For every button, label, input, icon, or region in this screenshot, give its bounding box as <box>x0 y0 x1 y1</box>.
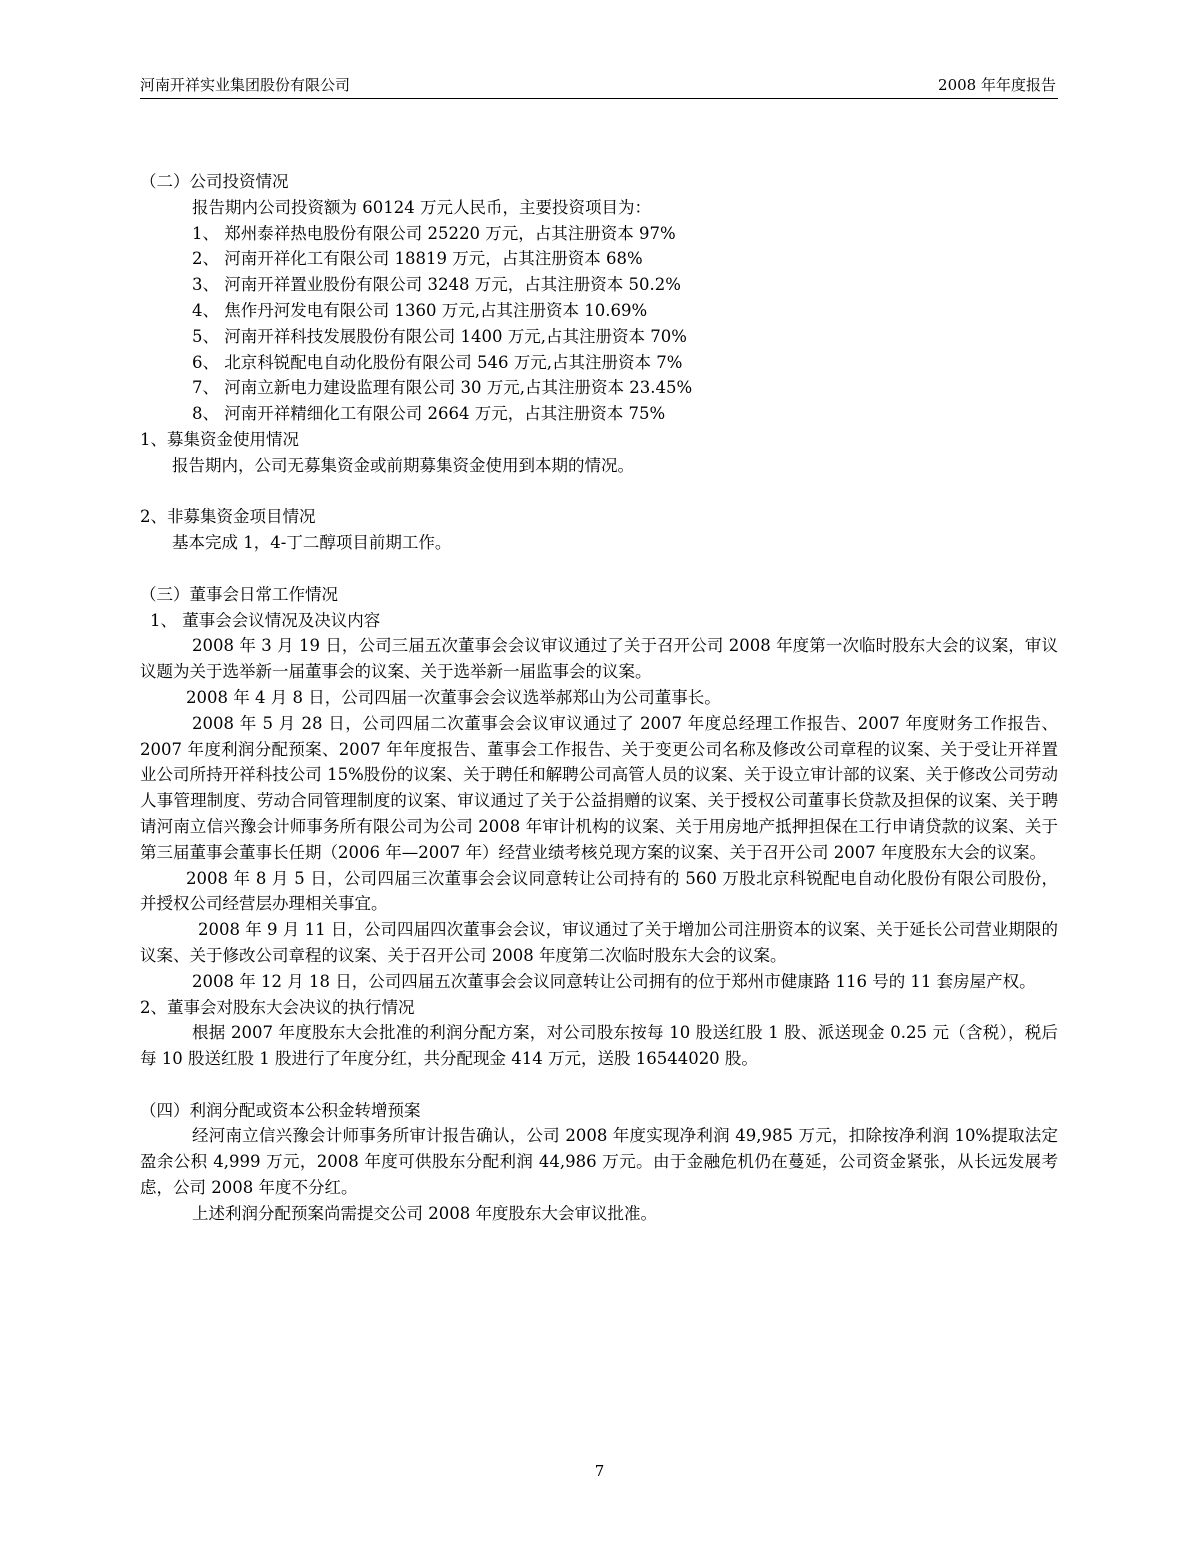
board-execution-paragraph: 根据 2007 年度股东大会批准的利润分配方案，对公司股东按每 10 股送红股 1 股、派送现金 0.25 元（含税），税后每 10 股送红股 1 股进行了年度分红，共分配现金 414 万元，送股 16544020 股。 <box>140 1023 1058 1069</box>
header-company-name: 河南开祥实业集团股份有限公司 <box>140 76 351 94</box>
board-meeting-paragraph: 2008 年 3 月 19 日，公司三届五次董事会会议审议通过了关于召开公司 2008 年度第一次临时股东大会的议案，审议议题为关于选举新一届董事会的议案、关于选举新一届监事会的议案。 <box>140 636 1058 682</box>
board-meeting-paragraph: 2008 年 9 月 11 日，公司四届四次董事会会议，审议通过了关于增加公司注册资本的议案、关于延长公司营业期限的议案、关于修改公司章程的议案、关于召开公司 2008 年度第二次临时股东大会的议案。 <box>140 920 1058 965</box>
page-content <box>140 169 1058 1227</box>
raised-funds-text: 报告期内，公司无募集资金或前期募集资金使用到本期的情况。 <box>172 455 634 475</box>
board-meeting-paragraph: 2008 年 8 月 5 日，公司四届三次董事会会议同意转让公司持有的 560 万股北京科锐配电自动化股份有限公司股份，并授权公司经营层办理相关事宜。 <box>140 868 1058 914</box>
section-heading-board: （三）董事会日常工作情况 <box>140 584 338 604</box>
spacer <box>140 479 1058 505</box>
investment-item: 3、 河南开祥置业股份有限公司 3248 万元，占其注册资本 50.2% <box>192 275 681 295</box>
non-raised-funds-text: 基本完成 1，4-丁二醇项目前期工作。 <box>172 533 452 553</box>
header-report-title: 2008 年年度报告 <box>938 76 1056 94</box>
investment-item: 4、 焦作丹河发电有限公司 1360 万元,占其注册资本 10.69% <box>192 300 648 320</box>
board-execution-subheading: 2、董事会对股东大会决议的执行情况 <box>140 997 415 1017</box>
investment-item: 1、 郑州泰祥热电股份有限公司 25220 万元，占其注册资本 97% <box>192 223 676 243</box>
investment-item: 2、 河南开祥化工有限公司 18819 万元，占其注册资本 68% <box>192 249 643 269</box>
page-number: 7 <box>594 1462 605 1480</box>
page-header <box>140 74 1058 99</box>
raised-funds-heading: 1、募集资金使用情况 <box>140 429 299 449</box>
investment-item: 7、 河南立新电力建设监理有限公司 30 万元,占其注册资本 23.45% <box>192 378 693 398</box>
investment-item: 8、 河南开祥精细化工有限公司 2664 万元，占其注册资本 75% <box>192 404 666 424</box>
profit-paragraph: 经河南立信兴豫会计师事务所审计报告确认，公司 2008 年度实现净利润 49,985 万元，扣除按净利润 10%提取法定盈余公积 4,999 万元，2008 年度可供股东分配利润 44,986 万元。由于金融危机仍在蔓延，公司资金紧张，从长远发展考虑，公司 2008 年度不分红。 <box>140 1126 1058 1198</box>
spacer <box>140 1072 1058 1098</box>
non-raised-funds-heading: 2、非募集资金项目情况 <box>140 507 316 527</box>
profit-paragraph: 上述利润分配预案尚需提交公司 2008 年度股东大会审议批准。 <box>192 1203 657 1223</box>
board-meeting-paragraph: 2008 年 12 月 18 日，公司四届五次董事会会议同意转让公司拥有的位于郑州市健康路 116 号的 11 套房屋产权。 <box>192 971 1036 991</box>
investment-item: 5、 河南开祥科技发展股份有限公司 1400 万元,占其注册资本 70% <box>192 326 687 346</box>
board-meeting-paragraph: 2008 年 5 月 28 日，公司四届二次董事会会议审议通过了 2007 年度总经理工作报告、2007 年度财务工作报告、2007 年度利润分配预案、2007 年年度报告、董事会工作报告、关于变更公司名称及修改公司章程的议案、关于受让开祥置业公司所持开祥科技公司 15%股份的议案、关于聘任和解聘公司高管人员的议案、关于设立审计部的议案、关于修改公司劳动人事管理制度、劳动合同管理制度的议案、审议通过了关于公益捐赠的议案、关于授权公司董事长贷款及担保的议案、关于聘请河南立信兴豫会计师事务所有限公司为公司 2008 年审计机构的议案、关于用房地产抵押担保在工行申请贷款的议案、关于第三届董事会董事长任期（2006 年—2007 年）经营业绩考核兑现方案的议案、关于召开公司 2007 年度股东大会的议案。 <box>140 713 1058 862</box>
investment-item: 6、 北京科锐配电自动化股份有限公司 546 万元,占其注册资本 7% <box>192 352 683 372</box>
board-meeting-paragraph: 2008 年 4 月 8 日，公司四届一次董事会会议选举郝郑山为公司董事长。 <box>186 687 721 707</box>
section-heading-investment: （二）公司投资情况 <box>140 172 289 191</box>
board-meetings-subheading: 1、 董事会会议情况及决议内容 <box>150 610 381 630</box>
spacer <box>140 556 1058 582</box>
investment-intro: 报告期内公司投资额为 60124 万元人民币，主要投资项目为： <box>192 197 651 217</box>
section-heading-profit: （四）利润分配或资本公积金转增预案 <box>140 1100 421 1120</box>
